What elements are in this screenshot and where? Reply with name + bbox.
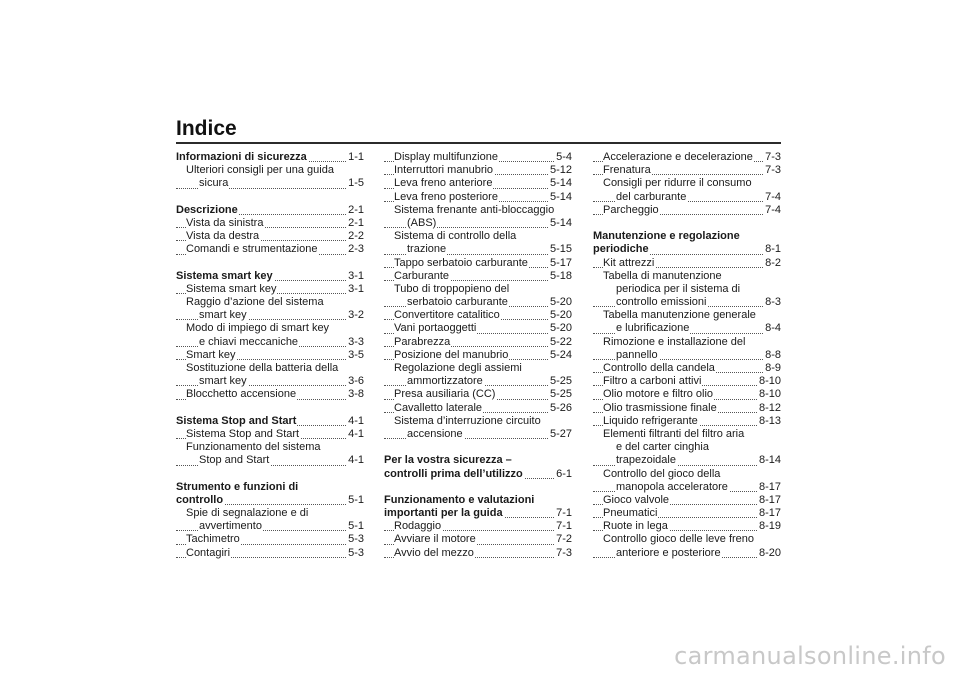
toc-entry-label: Filtro a carboni attivi (603, 375, 702, 388)
toc-entry[interactable] (384, 191, 572, 204)
toc-entry[interactable] (593, 322, 781, 335)
toc-entry-label: Controllo della candela (603, 362, 715, 374)
toc-entry[interactable] (176, 375, 364, 388)
toc-section-entry[interactable] (384, 468, 572, 481)
toc-entry (593, 283, 781, 296)
toc-entry-label: Ulteriori consigli per una guida (186, 164, 334, 177)
toc-entry-label: Avvio del mezzo (394, 546, 474, 559)
toc-entry-label: Vista da sinistra (186, 216, 264, 229)
toc-entry[interactable] (593, 151, 781, 164)
toc-page-number: 5-25 (549, 388, 572, 401)
toc-page-number: 3-3 (348, 335, 364, 348)
toc-page-number: 3-6 (348, 375, 364, 388)
toc-section-entry (593, 230, 781, 243)
toc-section-entry[interactable] (176, 204, 364, 217)
toc-entry-label: anteriore e posteriore (616, 546, 721, 559)
toc-entry-label: Elementi filtranti del filtro aria (603, 427, 745, 440)
toc-page-number: 4-1 (348, 427, 364, 440)
toc-entry-label: Tabella di manutenzione (603, 269, 722, 282)
toc-entry-label: Strumento e funzioni di (176, 480, 299, 493)
toc-entry-label: Tubo di troppopieno del (394, 282, 510, 295)
toc-entry[interactable] (384, 309, 572, 322)
toc-entry[interactable] (384, 336, 572, 349)
toc-page-number: 7-3 (556, 546, 572, 559)
toc-entry[interactable] (384, 322, 572, 335)
toc-section-entry[interactable] (593, 243, 781, 256)
toc-page-number: 7-2 (556, 533, 572, 546)
toc-entry[interactable] (176, 533, 364, 546)
toc-entry[interactable] (384, 296, 572, 309)
toc-entry[interactable] (593, 454, 781, 467)
toc-entry-label: Liquido refrigerante (603, 414, 698, 427)
toc-entry-label: Sistema smart key (176, 269, 273, 282)
toc-entry (176, 322, 364, 335)
toc-entry-label: sicura (199, 177, 229, 190)
toc-entry-label: Display multifunzione (394, 151, 498, 163)
toc-column-3 (593, 151, 781, 560)
toc-entry (593, 309, 781, 322)
toc-entry (176, 362, 364, 375)
toc-entry[interactable] (384, 547, 572, 560)
toc-page-number: 5-17 (549, 256, 572, 269)
toc-entry[interactable] (593, 296, 781, 309)
toc-section-entry (384, 454, 572, 467)
toc-entry-label: Posizione del manubrio (394, 348, 509, 361)
toc-entry-label: ammortizzatore (407, 375, 483, 388)
toc-entry (593, 428, 781, 441)
toc-page-number: 8-12 (758, 401, 781, 414)
toc-entry-label: Sistema d’interruzione circuito (394, 414, 541, 427)
toc-entry-label: controllo emissioni (616, 296, 707, 309)
toc-page-number: 7-4 (765, 203, 781, 216)
toc-entry-label: Olio trasmissione finale (603, 401, 717, 414)
toc-page-number: 1-5 (348, 177, 364, 190)
toc-entry-label: Informazioni di sicurezza (176, 151, 307, 163)
toc-section-entry (176, 481, 364, 494)
toc-entry-label: Sistema di controllo della (394, 230, 517, 243)
toc-entry[interactable] (384, 217, 572, 230)
toc-entry-label: Tappo serbatoio carburante (394, 256, 528, 269)
toc-entry[interactable] (384, 243, 572, 256)
toc-entry (176, 441, 364, 454)
toc-entry-label: Sostituzione della batteria della (186, 362, 339, 374)
toc-entry-label: Sistema smart key (186, 282, 277, 295)
toc-page-number: 5-20 (549, 296, 572, 309)
toc-entry[interactable] (176, 309, 364, 322)
toc-entry-label: Controllo del gioco della (603, 467, 721, 480)
toc-entry-label: Stop and Start (199, 454, 270, 467)
toc-page-number: 5-20 (549, 309, 572, 322)
toc-page-number: 8-14 (758, 454, 781, 467)
toc-entry-label: Blocchetto accensione (186, 388, 297, 401)
toc-entry-label: Sistema Stop and Start (176, 414, 297, 427)
toc-entry-label: Convertitore catalitico (394, 309, 500, 322)
toc-entry[interactable] (593, 494, 781, 507)
toc-entry-label: Descrizione (176, 203, 238, 216)
toc-page-number: 8-10 (758, 388, 781, 401)
toc-column-2 (384, 151, 572, 560)
toc-page-number: 6-1 (556, 467, 572, 480)
toc-entry-label: pannello (616, 348, 658, 361)
toc-entry-label: importanti per la guida (384, 507, 503, 520)
toc-entry-label: e lubrificazione (616, 322, 690, 335)
toc-entry-label: Ruote in lega (603, 520, 668, 533)
toc-entry-label: e chiavi meccaniche (199, 335, 299, 348)
toc-entry (176, 507, 364, 520)
toc-entry-label: Vista da destra (186, 230, 260, 243)
toc-entry (593, 533, 781, 546)
toc-page-number: 5-25 (549, 375, 572, 388)
toc-entry-label: Contagiri (186, 546, 231, 559)
toc-page-number: 5-18 (549, 269, 572, 282)
toc-entry[interactable] (593, 415, 781, 428)
toc-entry[interactable] (593, 362, 781, 375)
toc-entry-label: Pneumatici (603, 507, 658, 520)
toc-entry-label: trapezoidale (616, 454, 676, 467)
toc-page-number: 8-9 (765, 362, 781, 374)
toc-entry[interactable] (384, 375, 572, 388)
watermark: carmanualsonline.info (674, 642, 946, 670)
toc-entry-label: Rimozione e installazione del (603, 335, 746, 348)
toc-entry[interactable] (176, 336, 364, 349)
toc-entry[interactable] (593, 191, 781, 204)
toc-page-number: 8-17 (758, 507, 781, 520)
toc-entry[interactable] (593, 388, 781, 401)
toc-entry-label: Controllo gioco delle leve freno (603, 533, 755, 546)
toc-entry (593, 336, 781, 349)
toc-page-number: 8-3 (765, 296, 781, 309)
toc-page-number: 8-17 (758, 493, 781, 506)
toc-page-number: 2-2 (348, 230, 364, 243)
toc-entry-label: Parabrezza (394, 335, 451, 348)
toc-page-number: 2-3 (348, 243, 364, 256)
toc-entry (384, 283, 572, 296)
toc-page-number: 5-12 (549, 164, 572, 177)
toc-section-entry[interactable] (384, 507, 572, 520)
toc-entry-label: Presa ausiliaria (CC) (394, 388, 496, 401)
toc-entry-label: Tabella manutenzione generale (603, 309, 756, 322)
toc-section-entry[interactable] (176, 270, 364, 283)
toc-entry-label: Manutenzione e regolazione (593, 230, 740, 243)
toc-entry-label: Per la vostra sicurezza – (384, 454, 512, 467)
toc-entry (593, 270, 781, 283)
toc-entry-label: Sistema frenante anti-bloccaggio (394, 203, 555, 216)
toc-entry-label: Avviare il motore (394, 533, 476, 546)
toc-section-entry[interactable] (176, 151, 364, 164)
toc-entry[interactable] (593, 520, 781, 533)
toc-entry[interactable] (176, 283, 364, 296)
title-divider (176, 142, 781, 144)
toc-entry-label: Accelerazione e decelerazione (603, 151, 753, 163)
page-title: Indice (176, 117, 237, 140)
toc-page-number: 5-22 (549, 335, 572, 348)
toc-page-number: 8-1 (765, 243, 781, 256)
toc-entry[interactable] (384, 402, 572, 415)
toc-entry[interactable] (593, 481, 781, 494)
toc-entry-label: Funzionamento del sistema (186, 441, 321, 454)
toc-page-number: 5-15 (549, 243, 572, 256)
toc-entry-label: Smart key (186, 348, 236, 361)
toc-entry-label: Regolazione degli assiemi (394, 362, 522, 374)
toc-page-number: 8-19 (758, 520, 781, 533)
toc-entry[interactable] (593, 349, 781, 362)
toc-page-number: 8-2 (765, 256, 781, 269)
toc-entry-label: Parcheggio (603, 203, 659, 216)
toc-page-number: 7-1 (556, 507, 572, 520)
toc-entry-label: Leva freno posteriore (394, 190, 498, 203)
toc-entry-label: Kit attrezzi (603, 256, 655, 269)
toc-page-number: 5-4 (556, 151, 572, 163)
toc-page-number: 8-13 (758, 414, 781, 427)
toc-page-number: 3-5 (348, 348, 364, 361)
toc-entry (593, 441, 781, 454)
toc-entry[interactable] (176, 454, 364, 467)
toc-entry-label: Carburante (394, 269, 450, 282)
toc-page-number: 8-4 (765, 322, 781, 335)
toc-entry[interactable] (384, 270, 572, 283)
toc-entry-label: Tachimetro (186, 533, 240, 546)
toc-entry[interactable] (176, 217, 364, 230)
toc-column-1 (176, 151, 364, 560)
toc-entry (384, 230, 572, 243)
toc-entry[interactable] (593, 547, 781, 560)
toc-page-number: 7-1 (556, 520, 572, 533)
toc-entry-label: Interruttori manubrio (394, 164, 494, 177)
toc-entry-label: periodica per il sistema di (616, 282, 741, 295)
toc-page-number: 4-1 (348, 414, 364, 427)
toc-entry-label: Gioco valvole (603, 493, 670, 506)
toc-entry (593, 468, 781, 481)
toc-page-number: 5-27 (549, 427, 572, 440)
toc-entry-label: Sistema Stop and Start (186, 427, 300, 440)
toc-entry-label: Modo di impiego di smart key (186, 322, 330, 335)
toc-entry-label: Leva freno anteriore (394, 177, 493, 190)
toc-section-entry[interactable] (176, 415, 364, 428)
toc-entry-label: periodiche (593, 243, 649, 256)
toc-entry-label: Frenatura (603, 164, 651, 177)
toc-page-number: 2-1 (348, 203, 364, 216)
toc-page-number: 5-14 (549, 216, 572, 229)
toc-entry[interactable] (593, 507, 781, 520)
toc-entry-label: controllo (176, 493, 224, 506)
toc-page-number: 5-3 (348, 546, 364, 559)
toc-entry[interactable] (593, 257, 781, 270)
toc-entry-label: trazione (407, 243, 447, 256)
toc-entry[interactable] (176, 428, 364, 441)
toc-page-number: 8-20 (758, 546, 781, 559)
toc-entry-label: Rodaggio (394, 520, 442, 533)
toc-page-number: 7-4 (765, 190, 781, 203)
toc-page-number: 5-26 (549, 401, 572, 414)
toc-entry-label: Raggio d’azione del sistema (186, 296, 324, 309)
toc-entry[interactable] (384, 520, 572, 533)
toc-entry-label: Vani portaoggetti (394, 322, 477, 335)
toc-entry[interactable] (176, 177, 364, 190)
toc-page-number: 7-3 (765, 164, 781, 177)
toc-entry[interactable] (384, 257, 572, 270)
toc-entry[interactable] (176, 230, 364, 243)
toc-entry (384, 204, 572, 217)
toc-entry[interactable] (593, 204, 781, 217)
toc-page-number: 1-1 (348, 151, 364, 163)
toc-entry-label: (ABS) (407, 216, 437, 229)
toc-entry[interactable] (593, 375, 781, 388)
toc-entry-label: manopola acceleratore (616, 480, 728, 493)
toc-page-number: 4-1 (348, 454, 364, 467)
toc-entry-label: serbatoio carburante (407, 296, 508, 309)
toc-entry[interactable] (176, 349, 364, 362)
toc-entry (593, 177, 781, 190)
toc-entry[interactable] (176, 243, 364, 256)
toc-entry[interactable] (384, 151, 572, 164)
toc-entry-label: Consigli per ridurre il consumo (603, 177, 752, 190)
toc-page-number: 3-1 (348, 282, 364, 295)
toc-page-number: 2-1 (348, 216, 364, 229)
toc-entry (384, 415, 572, 428)
toc-entry-label: Comandi e strumentazione (186, 243, 318, 256)
toc-page-number: 5-14 (549, 177, 572, 190)
toc-entry-label: Spie di segnalazione e di (186, 507, 309, 520)
toc-section-entry (384, 494, 572, 507)
toc-entry (384, 362, 572, 375)
toc-entry-label: accensione (407, 427, 463, 440)
toc-entry[interactable] (593, 402, 781, 415)
toc-entry[interactable] (176, 388, 364, 401)
toc-entry-label: del carburante (616, 190, 687, 203)
toc-page-number: 5-20 (549, 322, 572, 335)
toc-entry[interactable] (593, 164, 781, 177)
toc-page-number: 3-1 (348, 269, 364, 282)
toc-entry-label: controlli prima dell’utilizzo (384, 467, 523, 480)
toc-page-number: 5-14 (549, 190, 572, 203)
toc-page-number: 3-2 (348, 309, 364, 322)
toc-page-number: 8-10 (758, 375, 781, 388)
toc-entry-label: smart key (199, 375, 247, 388)
toc-entry-label: Funzionamento e valutazioni (384, 493, 535, 506)
toc-entry[interactable] (384, 177, 572, 190)
toc-entry[interactable] (384, 533, 572, 546)
toc-entry[interactable] (384, 349, 572, 362)
toc-entry-label: avvertimento (199, 520, 262, 533)
toc-entry[interactable] (384, 428, 572, 441)
toc-entry-label: e del carter cinghia (616, 441, 709, 454)
toc-entry[interactable] (176, 520, 364, 533)
toc-page-number: 3-8 (348, 388, 364, 401)
toc-page-number: 7-3 (765, 151, 781, 163)
toc-entry-label: smart key (199, 309, 247, 322)
toc-entry[interactable] (176, 547, 364, 560)
toc-page-number: 5-3 (348, 533, 364, 546)
toc-page-number: 5-1 (348, 493, 364, 506)
toc-section-entry[interactable] (176, 494, 364, 507)
toc-entry (176, 296, 364, 309)
toc-page-number: 8-8 (765, 348, 781, 361)
toc-entry[interactable] (384, 164, 572, 177)
toc-entry-label: Olio motore e filtro olio (603, 388, 714, 401)
toc-entry-label: Cavalletto laterale (394, 401, 483, 414)
toc-page-number: 8-17 (758, 480, 781, 493)
toc-entry (176, 164, 364, 177)
toc-page-number: 5-24 (549, 348, 572, 361)
toc-entry[interactable] (384, 388, 572, 401)
toc-page-number: 5-1 (348, 520, 364, 533)
